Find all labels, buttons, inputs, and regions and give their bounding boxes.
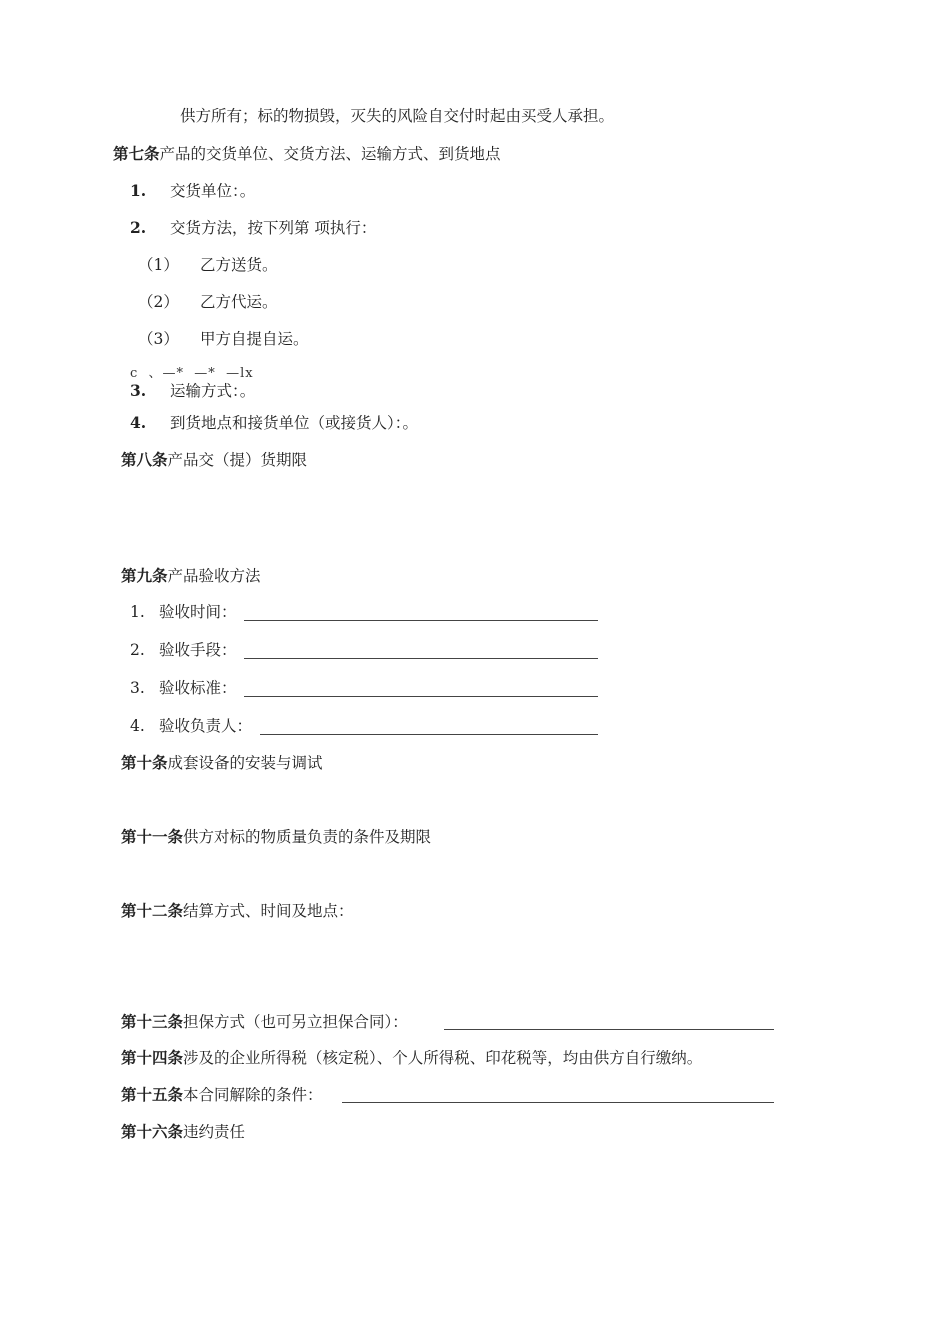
article-14-heading (121, 1048, 702, 1068)
article-7-subitem-3 (138, 329, 309, 349)
subitem-text: 乙方送货。 (200, 256, 278, 274)
article-7-item-3 (130, 381, 255, 401)
article-11-heading (121, 827, 431, 847)
item-text: 到货地点和接货单位（或接货人）：。 (170, 414, 419, 432)
inspection-responsible-blank (260, 734, 598, 735)
item-number: 4. (130, 413, 147, 432)
article-7-subitem-2 (138, 292, 278, 312)
article-8-heading (121, 450, 307, 470)
item-number: 2. (130, 641, 145, 659)
item-text: 交货单位：。 (170, 182, 256, 200)
article-7-item-4 (130, 413, 418, 433)
article-7-number: 第七条 (113, 144, 160, 163)
subitem-number: （3） (138, 330, 179, 348)
article-16-heading (121, 1122, 245, 1142)
item-text: 验收手段： (159, 641, 237, 659)
termination-conditions-blank (342, 1102, 774, 1103)
article-7-item-2 (130, 218, 376, 238)
subitem-number: （2） (138, 293, 179, 311)
inspection-time-blank (244, 620, 598, 621)
item-number: 4. (130, 717, 145, 735)
guarantee-method-blank (444, 1029, 774, 1030)
inspection-means-blank (244, 658, 598, 659)
article-12-title: 结算方式、时间及地点： (183, 902, 354, 920)
article-7-heading (113, 144, 501, 164)
item-number: 2. (130, 218, 147, 237)
article-15-heading (121, 1085, 323, 1105)
article-7-subitem-1 (138, 255, 278, 275)
article-16-title: 违约责任 (183, 1123, 246, 1141)
article-7-item-1 (130, 181, 255, 201)
article-10-heading (121, 753, 323, 773)
inspection-time-label (130, 602, 237, 622)
subitem-number: （1） (138, 256, 179, 274)
article-9-heading (121, 566, 261, 586)
article-11-number: 第十一条 (121, 827, 184, 846)
item-text: 运输方式：。 (170, 382, 256, 400)
article-9-title: 产品验收方法 (167, 567, 261, 585)
subitem-text: 甲方自提自运。 (200, 330, 309, 348)
article-8-title: 产品交（提）货期限 (167, 451, 308, 469)
item-number: 3. (130, 679, 145, 697)
article-12-heading (121, 901, 354, 921)
item-text: 验收标准： (159, 679, 237, 697)
item-text: 验收负责人： (159, 717, 253, 735)
article-14-title: 涉及的企业所得税（核定税）、个人所得税、印花税等，均由供方自行缴纳。 (183, 1049, 703, 1067)
item-text: 交货方法，按下列第 项执行： (170, 219, 377, 237)
item-text: 验收时间： (159, 603, 237, 621)
item-number: 3. (130, 381, 147, 400)
article-10-title: 成套设备的安装与调试 (167, 754, 323, 772)
subitem-text: 乙方代运。 (200, 293, 278, 311)
inspection-responsible-label (130, 716, 252, 736)
article-9-number: 第九条 (121, 566, 168, 585)
article-11-title: 供方对标的物质量负责的条件及期限 (183, 828, 432, 846)
article-7-title: 产品的交货单位、交货方法、运输方式、到货地点 (159, 145, 501, 163)
article-15-title: 本合同解除的条件： (183, 1086, 323, 1104)
inspection-standard-label (130, 678, 237, 698)
inspection-means-label (130, 640, 237, 660)
article-10-number: 第十条 (121, 753, 168, 772)
intro-line: 供方所有；标的物损毁，灭失的风险自交付时起由买受人承担。 (180, 107, 615, 125)
article-13-heading (121, 1012, 408, 1032)
article-13-number: 第十三条 (121, 1012, 184, 1031)
item-number: 1. (130, 181, 147, 200)
article-14-number: 第十四条 (121, 1048, 184, 1067)
article-12-number: 第十二条 (121, 901, 184, 920)
article-8-number: 第八条 (121, 450, 168, 469)
inspection-standard-blank (244, 696, 598, 697)
article-16-number: 第十六条 (121, 1122, 184, 1141)
article-15-number: 第十五条 (121, 1085, 184, 1104)
garbled-fragment: c 、—* —* —lx (130, 366, 254, 381)
article-13-title: 担保方式（也可另立担保合同）： (183, 1013, 408, 1031)
item-number: 1. (130, 603, 145, 621)
